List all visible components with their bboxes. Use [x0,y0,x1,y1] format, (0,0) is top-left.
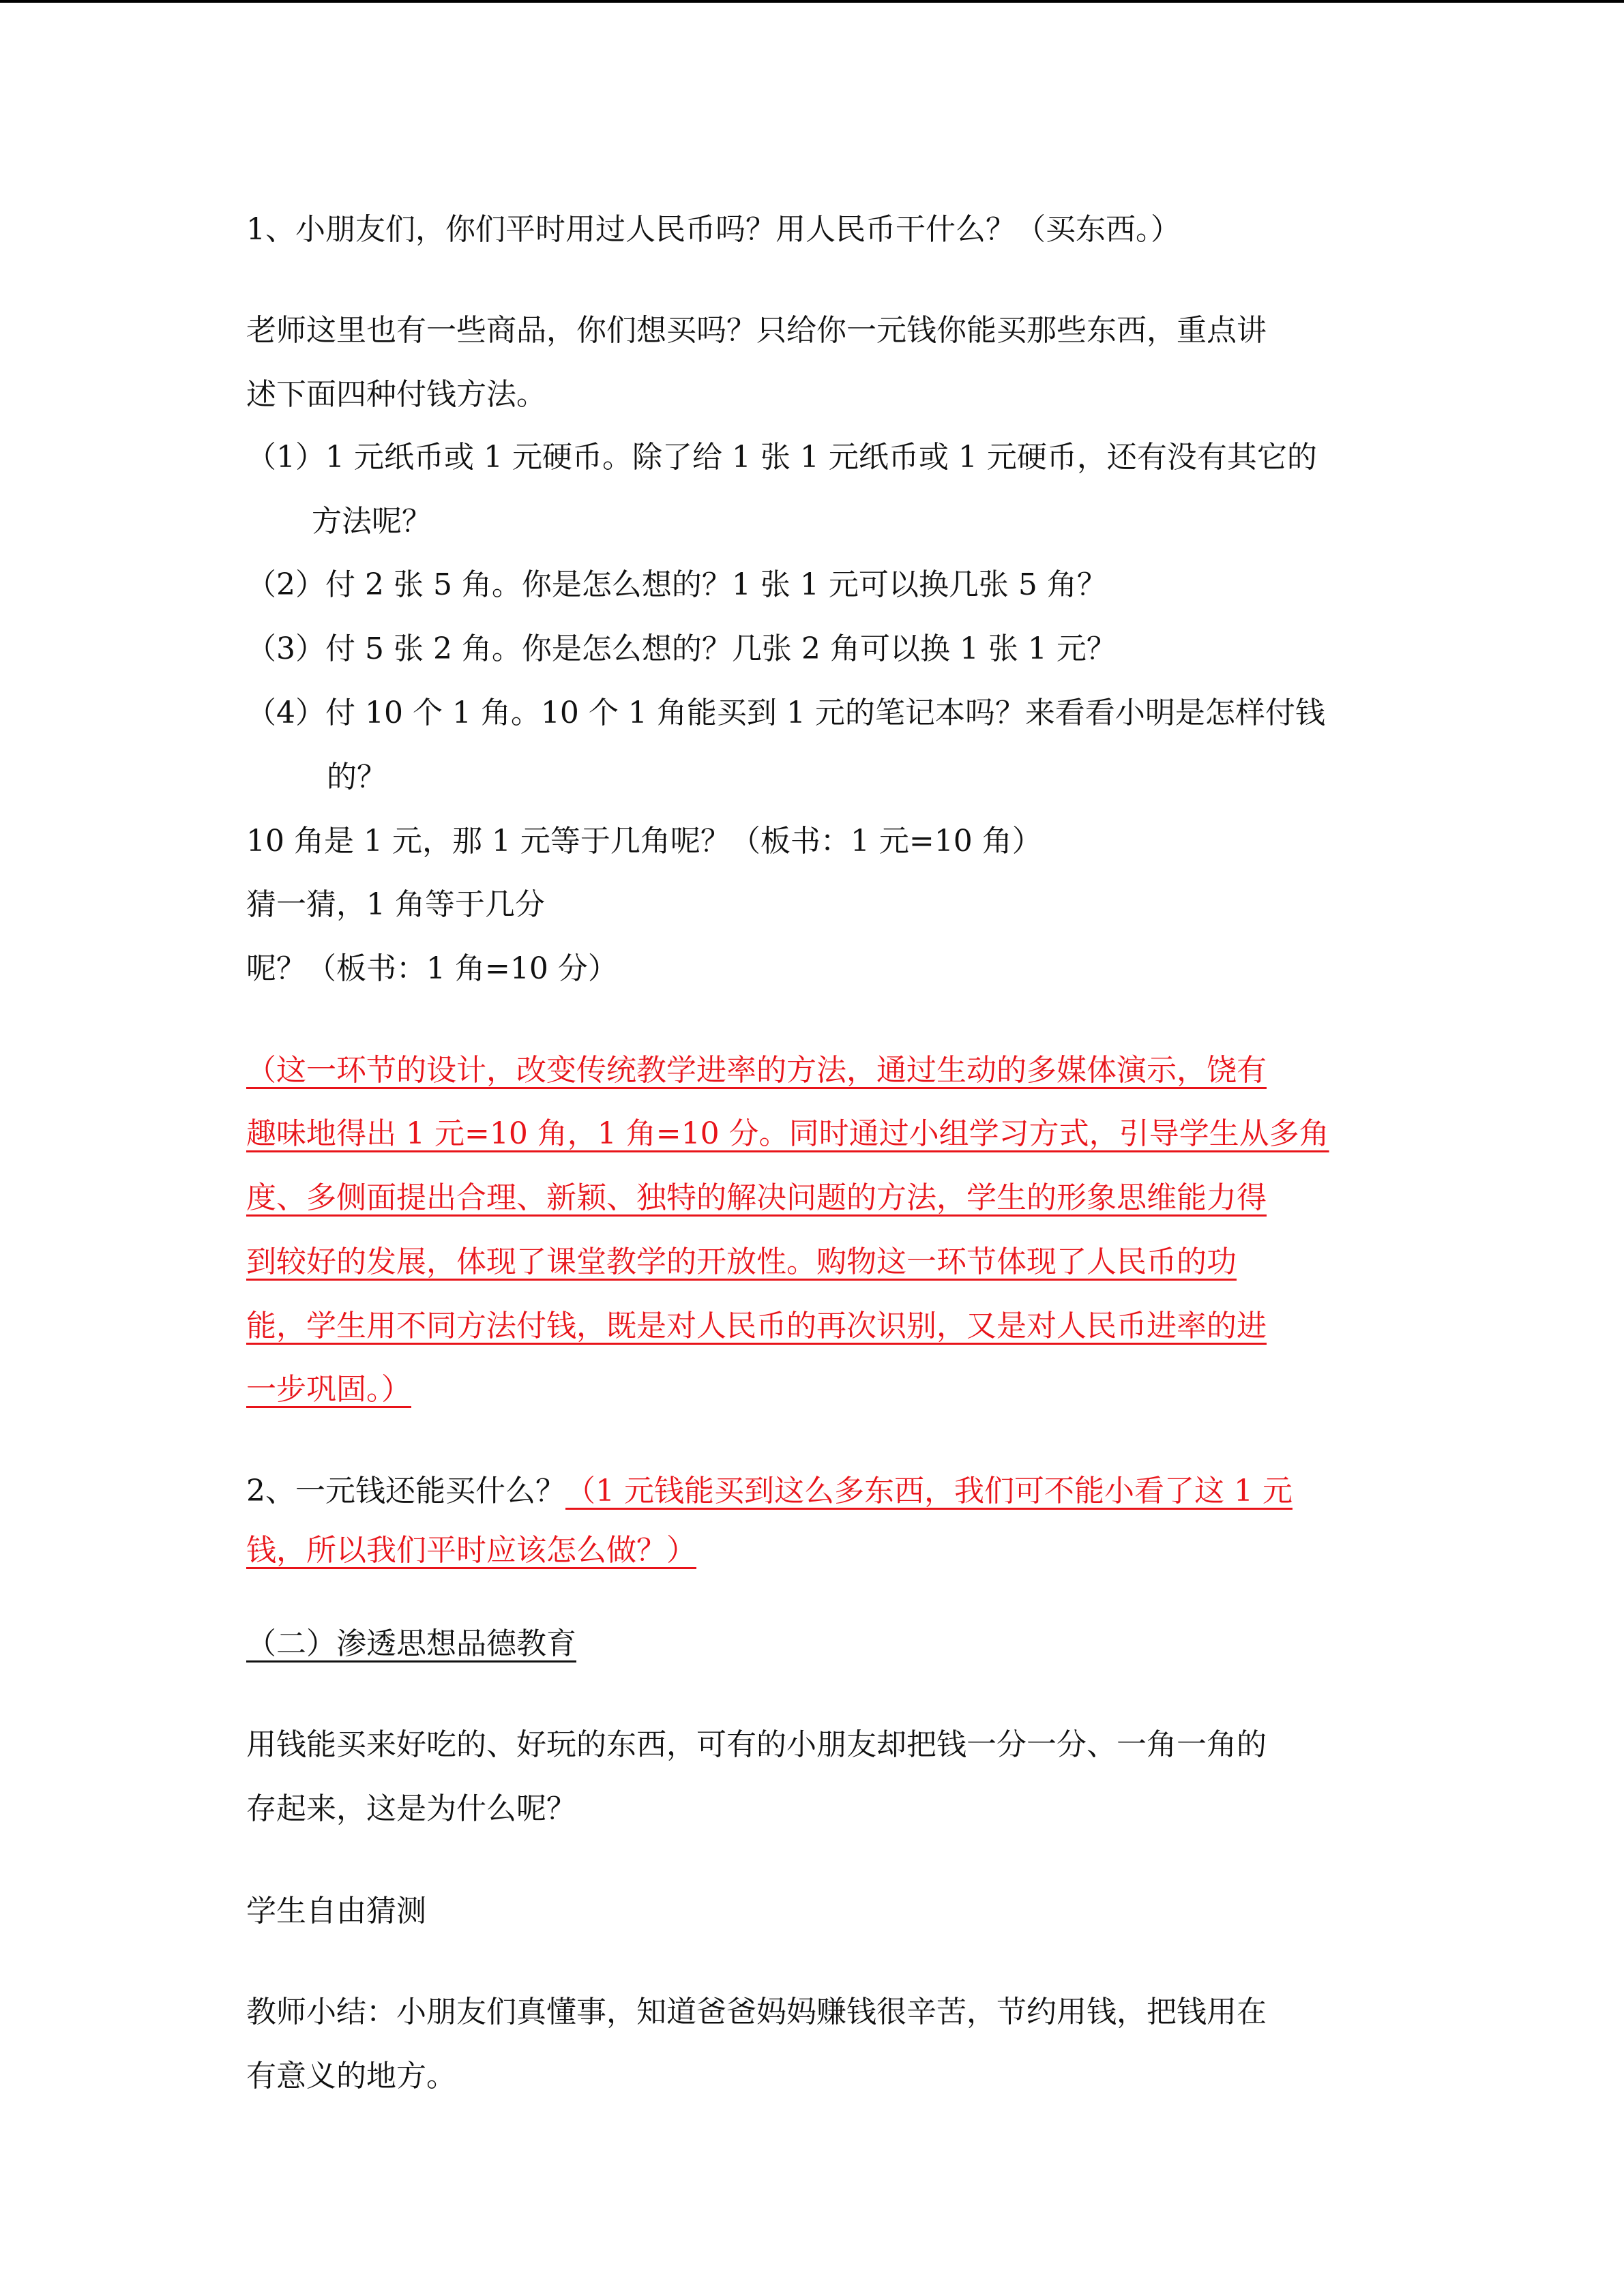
guess-line-1: 猜一猜，1 角等于几分 [246,887,545,922]
guess-line-2: 呢？（板书：1 角=10 分） [246,951,618,986]
page-top-border [0,0,1624,3]
question-2-note-part-2: 钱，所以我们平时应该怎么做？） [246,1533,696,1568]
board-note-yuan-jiao: 10 角是 1 元，那 1 元等于几角呢？（板书：1 元=10 角） [246,824,1042,859]
method-1-line-1: （1）1 元纸币或 1 元硬币。除了给 1 张 1 元纸币或 1 元硬币，还有没有其它的 [246,440,1317,475]
design-note-line-6: 一步巩固。） [246,1372,411,1407]
method-1-line-2: 方法呢？ [312,504,432,539]
method-2: （2）付 2 张 5 角。你是怎么想的？1 张 1 元可以换几张 5 角？ [246,567,1107,602]
question-2-line-1 [246,1471,1293,1512]
question-2-note-part-1: （1 元钱能买到这么多东西，我们可不能小看了这 1 元 [565,1474,1293,1508]
teacher-summary-line-2: 有意义的地方。 [246,2059,456,2093]
design-note-line-5: 能，学生用不同方法付钱，既是对人民币的再次识别，又是对人民币进率的进 [246,1309,1267,1343]
question-1-intro: 1、小朋友们，你们平时用过人民币吗？用人民币干什么？（买东西。） [246,212,1181,247]
design-note-line-2: 趣味地得出 1 元=10 角，1 角=10 分。同时通过小组学习方式，引导学生从多角 [246,1116,1329,1151]
teacher-summary-line-1: 教师小结：小朋友们真懂事，知道爸爸妈妈赚钱很辛苦，节约用钱，把钱用在 [246,1995,1267,2029]
method-4-line-1: （4）付 10 个 1 角。10 个 1 角能买到 1 元的笔记本吗？来看看小明是怎样付钱 [246,696,1325,730]
design-note-line-1: （这一环节的设计，改变传统教学进率的方法，通过生动的多媒体演示，饶有 [246,1053,1267,1088]
design-note-line-3: 度、多侧面提出合理、新颖、独特的解决问题的方法，学生的形象思维能力得 [246,1180,1267,1215]
students-guess: 学生自由猜测 [246,1894,426,1928]
saving-question-line-2: 存起来，这是为什么呢？ [246,1791,576,1826]
section-2-heading: （二）渗透思想品德教育 [246,1626,576,1661]
saving-question-line-1: 用钱能买来好吃的、好玩的东西，可有的小朋友却把钱一分一分、一角一角的 [246,1727,1267,1762]
method-4-line-2: 的？ [327,760,387,794]
teacher-goods-line-1: 老师这里也有一些商品，你们想买吗？只给你一元钱你能买那些东西，重点讲 [246,313,1267,348]
method-3: （3）付 5 张 2 角。你是怎么想的？几张 2 角可以换 1 张 1 元？ [246,631,1117,666]
teacher-goods-line-2: 述下面四种付钱方法。 [246,377,546,412]
question-2-prefix: 2、一元钱还能买什么？ [246,1474,565,1508]
design-note-line-4: 到较好的发展，体现了课堂教学的开放性。购物这一环节体现了人民币的功 [246,1244,1237,1279]
question-2-line-2 [246,1530,696,1571]
